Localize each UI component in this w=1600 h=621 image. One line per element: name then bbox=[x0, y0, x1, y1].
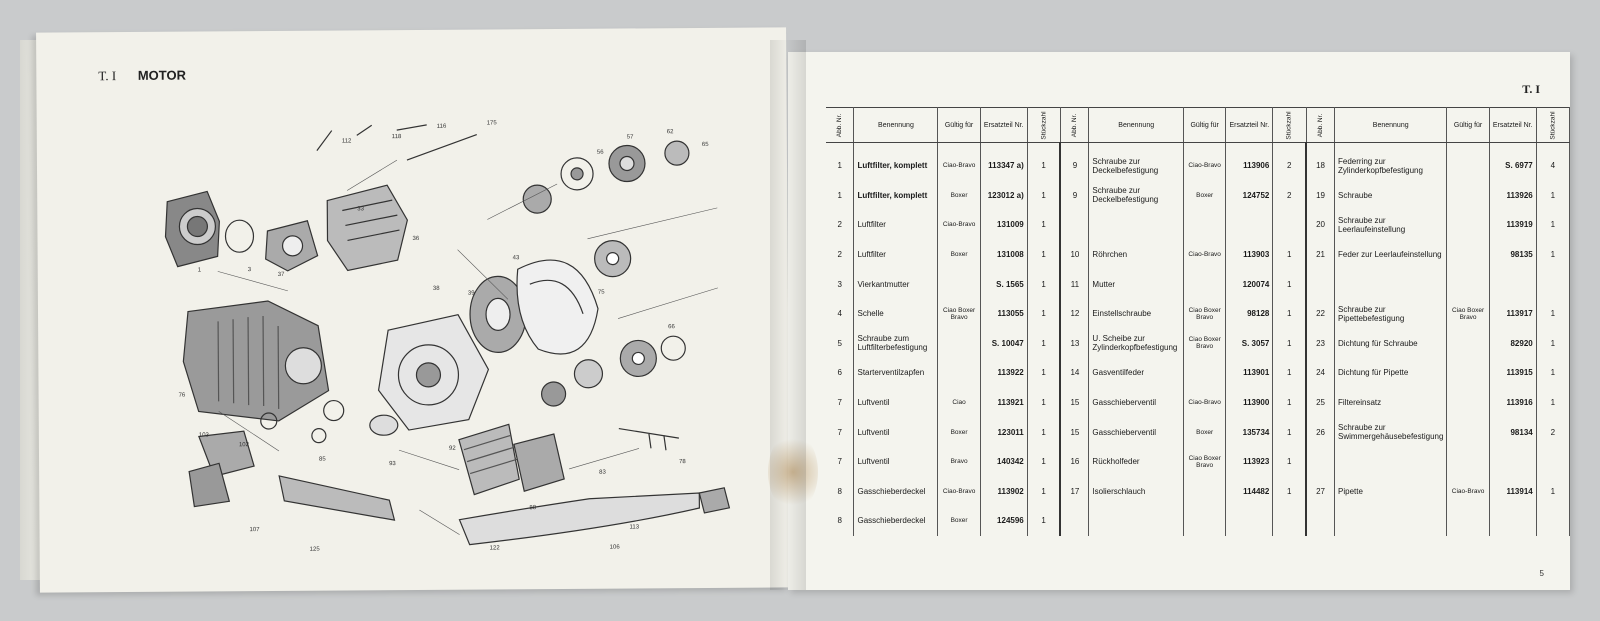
item-number: 7 bbox=[826, 388, 854, 418]
svg-text:107: 107 bbox=[249, 527, 260, 534]
part-name: Röhrchen bbox=[1089, 240, 1184, 270]
valid-for: Ciao Boxer Bravo bbox=[1447, 299, 1489, 329]
valid-for: Bravo bbox=[938, 447, 980, 477]
item-number: 23 bbox=[1306, 329, 1334, 359]
part-number: S. 6977 bbox=[1489, 143, 1536, 181]
svg-text:66: 66 bbox=[668, 324, 675, 331]
valid-for: Ciao bbox=[938, 388, 980, 418]
quantity: 1 bbox=[1536, 181, 1569, 211]
quantity: 1 bbox=[1027, 329, 1060, 359]
item-number: 5 bbox=[826, 329, 854, 359]
svg-text:43: 43 bbox=[512, 255, 520, 262]
exploded-engine-drawing bbox=[156, 88, 759, 572]
quantity: 2 bbox=[1273, 181, 1306, 211]
item-number: 27 bbox=[1306, 477, 1334, 507]
part-number: 113914 bbox=[1489, 477, 1536, 507]
part-number bbox=[1489, 447, 1536, 477]
col-ersatzteil-2: Ersatzteil Nr. bbox=[1226, 108, 1273, 143]
svg-text:93: 93 bbox=[389, 461, 396, 468]
svg-text:83: 83 bbox=[599, 469, 606, 476]
part-name bbox=[1089, 210, 1184, 240]
valid-for: Ciao-Bravo bbox=[1447, 477, 1489, 507]
quantity bbox=[1536, 269, 1569, 299]
part-number bbox=[1489, 269, 1536, 299]
item-number: 15 bbox=[1060, 417, 1088, 447]
part-name: Gasventilfeder bbox=[1089, 358, 1184, 388]
svg-text:36: 36 bbox=[412, 235, 420, 243]
valid-for bbox=[1447, 447, 1489, 477]
valid-for: Boxer bbox=[938, 181, 980, 211]
quantity: 1 bbox=[1027, 299, 1060, 329]
item-number: 20 bbox=[1306, 210, 1334, 240]
table-row bbox=[826, 299, 1570, 329]
valid-for bbox=[1447, 417, 1489, 447]
item-number: 13 bbox=[1060, 329, 1088, 359]
item-number: 11 bbox=[1060, 269, 1088, 299]
svg-text:85: 85 bbox=[319, 456, 326, 463]
part-name bbox=[1335, 269, 1447, 299]
item-number: 4 bbox=[826, 299, 854, 329]
quantity: 1 bbox=[1273, 358, 1306, 388]
quantity: 2 bbox=[1273, 143, 1306, 181]
svg-text:116: 116 bbox=[436, 123, 447, 130]
col-benennung: Benennung bbox=[854, 108, 938, 143]
part-number: 113921 bbox=[980, 388, 1027, 418]
part-number: 113916 bbox=[1489, 388, 1536, 418]
valid-for: Ciao-Bravo bbox=[1184, 240, 1226, 270]
part-name: Gasschieberdeckel bbox=[854, 477, 938, 507]
table-row bbox=[826, 506, 1570, 536]
quantity: 1 bbox=[1027, 240, 1060, 270]
svg-text:113: 113 bbox=[629, 524, 640, 531]
part-name: Gasschieberventil bbox=[1089, 388, 1184, 418]
part-number bbox=[1226, 210, 1273, 240]
item-number bbox=[1060, 506, 1088, 536]
table-row bbox=[826, 477, 1570, 507]
quantity: 1 bbox=[1027, 143, 1060, 181]
quantity: 1 bbox=[1027, 269, 1060, 299]
table-row bbox=[826, 358, 1570, 388]
quantity: 1 bbox=[1536, 329, 1569, 359]
svg-text:38: 38 bbox=[432, 285, 440, 292]
part-name: Dichtung für Schraube bbox=[1335, 329, 1447, 359]
item-number: 3 bbox=[826, 269, 854, 299]
valid-for bbox=[1447, 181, 1489, 211]
quantity bbox=[1273, 210, 1306, 240]
part-number: 113055 bbox=[980, 299, 1027, 329]
part-number: 113926 bbox=[1489, 181, 1536, 211]
item-number: 25 bbox=[1306, 388, 1334, 418]
part-number bbox=[1226, 506, 1273, 536]
part-name: Gasschieberdeckel bbox=[854, 506, 938, 536]
part-number: S. 3057 bbox=[1226, 329, 1273, 359]
part-number: S. 10047 bbox=[980, 329, 1027, 359]
valid-for: Ciao-Bravo bbox=[1184, 143, 1226, 181]
valid-for bbox=[1447, 388, 1489, 418]
col-ersatzteil: Ersatzteil Nr. bbox=[980, 108, 1027, 143]
quantity: 2 bbox=[1536, 417, 1569, 447]
valid-for bbox=[1447, 210, 1489, 240]
quantity: 1 bbox=[1536, 299, 1569, 329]
quantity: 1 bbox=[1273, 417, 1306, 447]
svg-text:3: 3 bbox=[247, 267, 252, 274]
col-gueltig-2: Gültig für bbox=[1184, 108, 1226, 143]
table-row bbox=[826, 210, 1570, 240]
svg-text:1: 1 bbox=[197, 267, 202, 274]
item-number: 21 bbox=[1306, 240, 1334, 270]
part-name: Pipette bbox=[1335, 477, 1447, 507]
item-number: 15 bbox=[1060, 388, 1088, 418]
col-stueckzahl-2: Stückzahl bbox=[1285, 110, 1293, 140]
part-number: 113903 bbox=[1226, 240, 1273, 270]
item-number: 19 bbox=[1306, 181, 1334, 211]
item-number: 8 bbox=[826, 506, 854, 536]
item-number: 1 bbox=[826, 181, 854, 211]
table-row bbox=[826, 181, 1570, 211]
table-row bbox=[826, 388, 1570, 418]
valid-for: Boxer bbox=[938, 506, 980, 536]
svg-text:125: 125 bbox=[309, 546, 320, 553]
quantity: 1 bbox=[1027, 210, 1060, 240]
part-number: 135734 bbox=[1226, 417, 1273, 447]
valid-for bbox=[1184, 506, 1226, 536]
parts-table bbox=[826, 107, 1570, 536]
section-title: MOTOR bbox=[137, 67, 187, 83]
svg-text:112: 112 bbox=[341, 138, 352, 145]
valid-for: Ciao Boxer Bravo bbox=[1184, 329, 1226, 359]
quantity: 1 bbox=[1536, 477, 1569, 507]
col-benennung-3: Benennung bbox=[1335, 108, 1447, 143]
svg-text:39: 39 bbox=[467, 290, 475, 297]
svg-text:103: 103 bbox=[198, 432, 209, 439]
valid-for: Boxer bbox=[1184, 417, 1226, 447]
part-name: Mutter bbox=[1089, 269, 1184, 299]
quantity: 1 bbox=[1536, 388, 1569, 418]
col-stueckzahl-3: Stückzahl bbox=[1549, 110, 1557, 140]
valid-for bbox=[1447, 329, 1489, 359]
part-number: 113902 bbox=[980, 477, 1027, 507]
item-number: 14 bbox=[1060, 358, 1088, 388]
quantity: 1 bbox=[1273, 299, 1306, 329]
svg-text:56: 56 bbox=[596, 149, 604, 156]
col-abb-nr: Abb. Nr. bbox=[836, 113, 844, 137]
valid-for bbox=[1184, 269, 1226, 299]
part-name bbox=[1335, 447, 1447, 477]
part-number: 113917 bbox=[1489, 299, 1536, 329]
part-name: Luftfilter, komplett bbox=[854, 143, 938, 181]
svg-text:122: 122 bbox=[489, 545, 500, 552]
svg-text:175: 175 bbox=[486, 120, 497, 127]
part-number: 120074 bbox=[1226, 269, 1273, 299]
valid-for: Boxer bbox=[938, 240, 980, 270]
item-number: 18 bbox=[1306, 143, 1334, 181]
quantity: 1 bbox=[1027, 358, 1060, 388]
item-number: 24 bbox=[1306, 358, 1334, 388]
valid-for bbox=[938, 269, 980, 299]
part-name: Rückholfeder bbox=[1089, 447, 1184, 477]
part-name: Schelle bbox=[854, 299, 938, 329]
svg-text:62: 62 bbox=[666, 129, 674, 136]
table-row bbox=[826, 329, 1570, 359]
part-name: Schraube zum Luftfilterbefestigung bbox=[854, 329, 938, 359]
book-gutter bbox=[770, 40, 806, 590]
valid-for bbox=[1447, 240, 1489, 270]
part-number: 124596 bbox=[980, 506, 1027, 536]
part-name bbox=[1089, 506, 1184, 536]
quantity: 1 bbox=[1273, 447, 1306, 477]
part-number bbox=[1489, 506, 1536, 536]
quantity bbox=[1536, 447, 1569, 477]
table-row bbox=[826, 143, 1570, 181]
item-number: 17 bbox=[1060, 477, 1088, 507]
svg-text:76: 76 bbox=[178, 392, 186, 399]
quantity: 1 bbox=[1027, 506, 1060, 536]
part-number: 82920 bbox=[1489, 329, 1536, 359]
valid-for: Ciao-Bravo bbox=[938, 143, 980, 181]
page-number: 5 bbox=[1539, 569, 1544, 578]
part-name: Luftfilter bbox=[854, 210, 938, 240]
part-number: 131009 bbox=[980, 210, 1027, 240]
valid-for bbox=[1184, 477, 1226, 507]
item-number: 2 bbox=[826, 210, 854, 240]
svg-text:106: 106 bbox=[609, 544, 620, 551]
valid-for: Ciao Boxer Bravo bbox=[938, 299, 980, 329]
part-name: Schraube zur Swimmergehäusebefestigung bbox=[1335, 417, 1447, 447]
item-number: 10 bbox=[1060, 240, 1088, 270]
quantity: 1 bbox=[1027, 388, 1060, 418]
valid-for bbox=[1447, 269, 1489, 299]
svg-text:57: 57 bbox=[626, 134, 634, 141]
part-name: Luftventil bbox=[854, 447, 938, 477]
item-number: 16 bbox=[1060, 447, 1088, 477]
part-name bbox=[1335, 506, 1447, 536]
svg-text:78: 78 bbox=[679, 459, 686, 466]
part-name: Gasschieberventil bbox=[1089, 417, 1184, 447]
left-page-header bbox=[98, 68, 186, 85]
table-row bbox=[826, 417, 1570, 447]
quantity: 1 bbox=[1536, 358, 1569, 388]
part-number: 114482 bbox=[1226, 477, 1273, 507]
quantity: 1 bbox=[1273, 329, 1306, 359]
part-number: 113923 bbox=[1226, 447, 1273, 477]
part-name: Luftfilter bbox=[854, 240, 938, 270]
quantity: 1 bbox=[1536, 240, 1569, 270]
section-code: T. I bbox=[98, 68, 117, 84]
left-page bbox=[36, 27, 790, 592]
item-number bbox=[1306, 269, 1334, 299]
valid-for: Ciao-Bravo bbox=[1184, 388, 1226, 418]
table-header-row bbox=[826, 108, 1570, 143]
quantity: 1 bbox=[1027, 447, 1060, 477]
part-name: Isolierschlauch bbox=[1089, 477, 1184, 507]
part-name: Vierkantmutter bbox=[854, 269, 938, 299]
part-name: Schraube zur Pipettebefestigung bbox=[1335, 299, 1447, 329]
svg-text:102: 102 bbox=[238, 442, 249, 449]
item-number: 9 bbox=[1060, 143, 1088, 181]
col-abb-nr-3: Abb. Nr. bbox=[1316, 113, 1324, 137]
quantity: 1 bbox=[1273, 477, 1306, 507]
quantity: 1 bbox=[1273, 269, 1306, 299]
valid-for bbox=[1184, 358, 1226, 388]
quantity: 1 bbox=[1273, 240, 1306, 270]
valid-for: Ciao Boxer Bravo bbox=[1184, 447, 1226, 477]
quantity bbox=[1536, 506, 1569, 536]
table-row bbox=[826, 269, 1570, 299]
part-name: Federring zur Zylinderkopfbefestigung bbox=[1335, 143, 1447, 181]
item-number: 26 bbox=[1306, 417, 1334, 447]
part-number: S. 1565 bbox=[980, 269, 1027, 299]
valid-for: Boxer bbox=[1184, 181, 1226, 211]
part-number: 140342 bbox=[980, 447, 1027, 477]
part-name: U. Scheibe zur Zylinderkopfbefestigung bbox=[1089, 329, 1184, 359]
part-name: Filtereinsatz bbox=[1335, 388, 1447, 418]
part-number: 98128 bbox=[1226, 299, 1273, 329]
quantity: 1 bbox=[1027, 181, 1060, 211]
valid-for bbox=[1447, 506, 1489, 536]
part-number: 124752 bbox=[1226, 181, 1273, 211]
col-abb-nr-2: Abb. Nr. bbox=[1071, 113, 1079, 137]
col-stueckzahl: Stückzahl bbox=[1040, 110, 1048, 140]
item-number: 6 bbox=[826, 358, 854, 388]
part-number: 98135 bbox=[1489, 240, 1536, 270]
part-number: 113922 bbox=[980, 358, 1027, 388]
part-number: 113347 a) bbox=[980, 143, 1027, 181]
right-page bbox=[788, 52, 1570, 590]
quantity: 1 bbox=[1027, 417, 1060, 447]
item-number: 1 bbox=[826, 143, 854, 181]
quantity bbox=[1273, 506, 1306, 536]
col-benennung-2: Benennung bbox=[1089, 108, 1184, 143]
item-number: 8 bbox=[826, 477, 854, 507]
part-number: 113919 bbox=[1489, 210, 1536, 240]
part-number: 113901 bbox=[1226, 358, 1273, 388]
valid-for: Ciao-Bravo bbox=[938, 210, 980, 240]
svg-text:118: 118 bbox=[391, 134, 402, 141]
quantity: 4 bbox=[1536, 143, 1569, 181]
part-name: Schraube zur Deckelbefestigung bbox=[1089, 181, 1184, 211]
part-name: Schraube zur Deckelbefestigung bbox=[1089, 143, 1184, 181]
part-name: Luftfilter, komplett bbox=[854, 181, 938, 211]
valid-for bbox=[1447, 358, 1489, 388]
part-name: Schraube zur Leerlaufeinstellung bbox=[1335, 210, 1447, 240]
table-row bbox=[826, 447, 1570, 477]
col-gueltig-3: Gültig für bbox=[1447, 108, 1489, 143]
quantity: 1 bbox=[1273, 388, 1306, 418]
svg-text:33: 33 bbox=[357, 206, 365, 213]
quantity: 1 bbox=[1536, 210, 1569, 240]
part-number: 113900 bbox=[1226, 388, 1273, 418]
valid-for bbox=[938, 358, 980, 388]
valid-for bbox=[938, 329, 980, 359]
part-number: 123011 bbox=[980, 417, 1027, 447]
quantity: 1 bbox=[1027, 477, 1060, 507]
right-page-header: T. I bbox=[1522, 82, 1540, 96]
item-number bbox=[1060, 210, 1088, 240]
part-number: 98134 bbox=[1489, 417, 1536, 447]
part-name: Schraube bbox=[1335, 181, 1447, 211]
part-name: Einstellschraube bbox=[1089, 299, 1184, 329]
svg-text:88: 88 bbox=[529, 505, 537, 512]
valid-for bbox=[1184, 210, 1226, 240]
item-number: 22 bbox=[1306, 299, 1334, 329]
table-row bbox=[826, 240, 1570, 270]
item-number: 2 bbox=[826, 240, 854, 270]
svg-text:65: 65 bbox=[701, 141, 709, 148]
item-number: 7 bbox=[826, 447, 854, 477]
col-ersatzteil-3: Ersatzteil Nr. bbox=[1489, 108, 1536, 143]
valid-for: Boxer bbox=[938, 417, 980, 447]
part-number: 113915 bbox=[1489, 358, 1536, 388]
svg-text:92: 92 bbox=[448, 445, 456, 452]
part-name: Starterventilzapfen bbox=[854, 358, 938, 388]
part-name: Luftventil bbox=[854, 388, 938, 418]
valid-for: Ciao-Bravo bbox=[938, 477, 980, 507]
item-number bbox=[1306, 447, 1334, 477]
col-gueltig: Gültig für bbox=[938, 108, 980, 143]
part-name: Dichtung für Pipette bbox=[1335, 358, 1447, 388]
part-number: 131008 bbox=[980, 240, 1027, 270]
item-number: 12 bbox=[1060, 299, 1088, 329]
item-number: 7 bbox=[826, 417, 854, 447]
svg-text:75: 75 bbox=[597, 289, 605, 296]
valid-for: Ciao Boxer Bravo bbox=[1184, 299, 1226, 329]
part-name: Luftventil bbox=[854, 417, 938, 447]
part-name: Feder zur Leerlaufeinstellung bbox=[1335, 240, 1447, 270]
item-number bbox=[1306, 506, 1334, 536]
part-number: 123012 a) bbox=[980, 181, 1027, 211]
part-number: 113906 bbox=[1226, 143, 1273, 181]
svg-text:37: 37 bbox=[277, 271, 285, 278]
valid-for bbox=[1447, 143, 1489, 181]
item-number: 9 bbox=[1060, 181, 1088, 211]
